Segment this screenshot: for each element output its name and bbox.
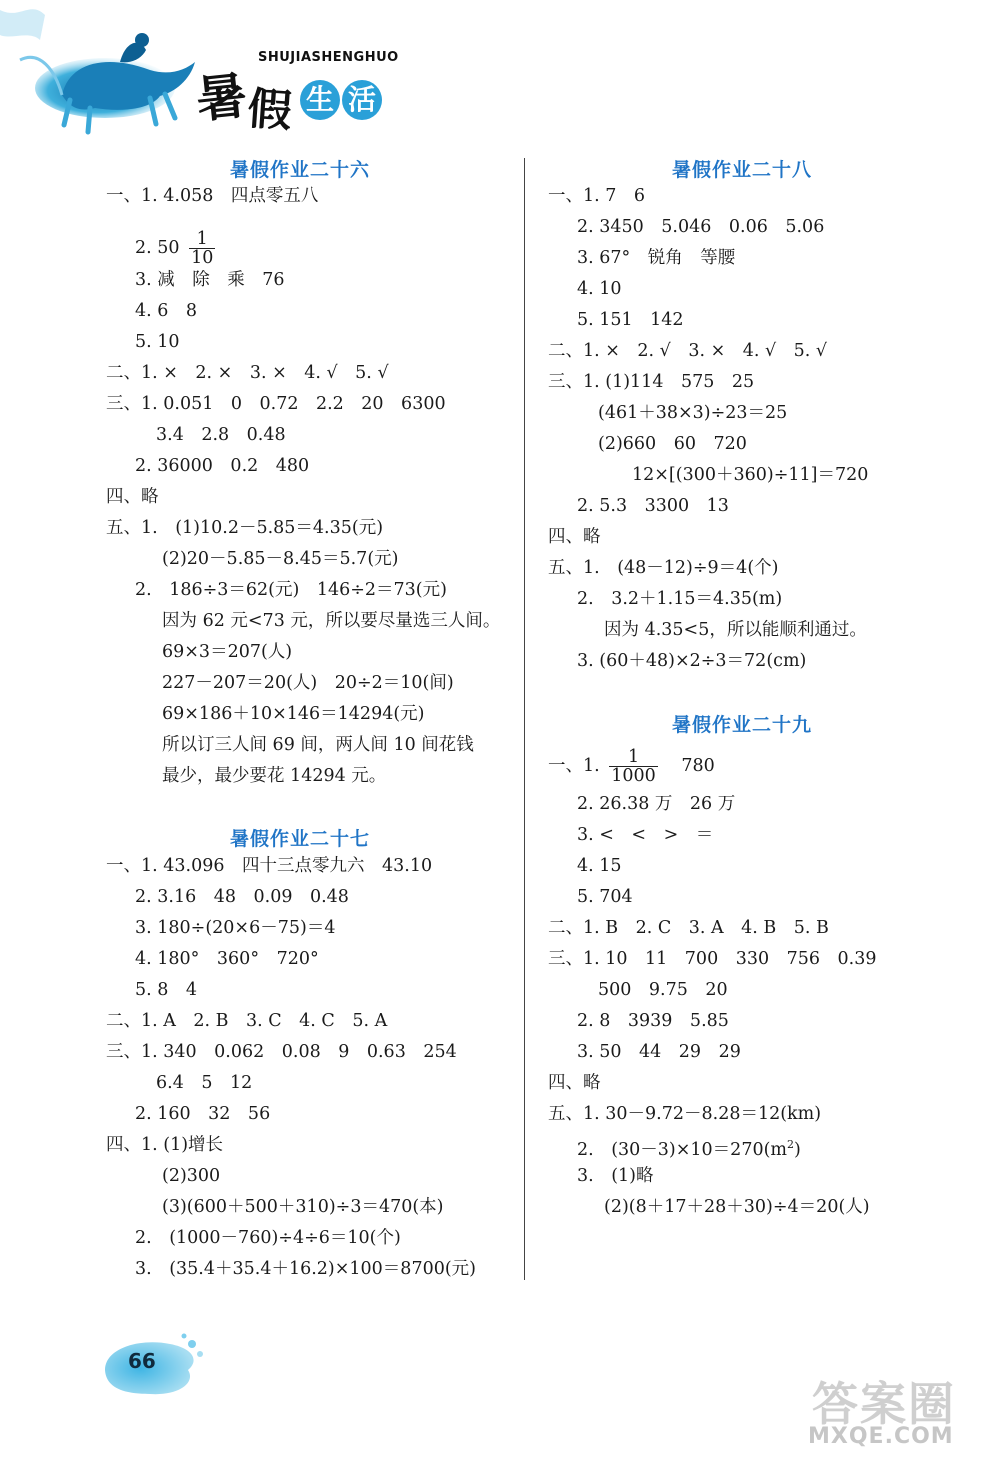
answer-line: 五、1. (1)10.2－5.85＝4.35(元) (106, 518, 384, 538)
answer-line: 4. 15 (577, 856, 622, 876)
answer-line: 69×186＋10×146＝14294(元) (162, 704, 425, 724)
answer-line: 5. 704 (577, 887, 633, 907)
answer-line: 四、略 (548, 527, 601, 547)
answer-line: 四、略 (548, 1073, 601, 1093)
answer-line: 2. 3.16 48 0.09 0.48 (135, 887, 349, 907)
watermark-cn: 答案圈 (812, 1377, 956, 1431)
answer-line: 12×[(300＋360)÷11]＝720 (632, 465, 869, 485)
answer-text: 2. (30－3)×10＝270(m (577, 1139, 788, 1160)
logo-char-shu: 暑 (193, 65, 250, 130)
page-number: 66 (128, 1349, 156, 1373)
answer-line: 4. 180° 360° 720° (135, 949, 319, 969)
answer-line: 三、1. 340 0.062 0.08 9 0.63 254 (106, 1042, 457, 1062)
answer-line: 2. 3.2＋1.15＝4.35(m) (577, 589, 783, 609)
section-title-26: 暑假作业二十六 (230, 159, 371, 181)
answer-line: 因为 4.35<5，所以能顺利通过。 (604, 620, 867, 640)
answer-line: 3. < < > ＝ (577, 825, 714, 845)
answer-line: 三、1. 10 11 700 330 756 0.39 (548, 949, 877, 969)
superscript: 2 (787, 1138, 795, 1151)
answer-line: 2. 36000 0.2 480 (135, 456, 310, 476)
answer-line: 3. 180÷(20×6－75)＝4 (135, 918, 336, 938)
ox-rider-illustration (0, 0, 210, 150)
answer-line: 3. (1)略 (577, 1166, 654, 1186)
section-title-27: 暑假作业二十七 (230, 828, 371, 850)
answer-line: 6.4 5 12 (156, 1073, 253, 1093)
column-divider (524, 158, 525, 1280)
answer-line: 2. 8 3939 5.85 (577, 1011, 729, 1031)
answer-line: (2)660 60 720 (598, 434, 747, 454)
answer-line: (3)(600＋500＋310)÷3＝470(本) (162, 1197, 444, 1217)
answer-line: 四、略 (106, 487, 159, 507)
answer-line (577, 1133, 801, 1162)
answer-line: 二、1. B 2. C 3. A 4. B 5. B (548, 918, 829, 938)
answer-line: 3. (35.4＋35.4＋16.2)×100＝8700(元) (135, 1259, 477, 1279)
answer-line: 2. 26.38 万 26 万 (577, 794, 736, 814)
logo-char-sheng: 生 (300, 80, 340, 120)
answer-line: 最少，最少要花 14294 元。 (162, 766, 387, 786)
fraction-numerator: 1 (189, 230, 215, 249)
answer-line: 3. (60＋48)×2÷3＝72(cm) (577, 651, 807, 671)
answer-line: 5. 10 (135, 332, 180, 352)
answer-line: 二、1. A 2. B 3. C 4. C 5. A (106, 1011, 388, 1031)
answer-line: 2. 3450 5.046 0.06 5.06 (577, 217, 825, 237)
answer-line: 4. 6 8 (135, 301, 198, 321)
answer-line: 2. 160 32 56 (135, 1104, 271, 1124)
fraction-denominator: 1000 (611, 766, 656, 786)
fraction-denominator: 10 (191, 248, 214, 268)
answer-line: 二、1. × 2. √ 3. × 4. √ 5. √ (548, 341, 828, 361)
answer-text: 一、1. (548, 756, 600, 776)
answer-line: 5. 151 142 (577, 310, 684, 330)
answer-line: 一、1. 4.058 四点零五八 (106, 186, 319, 206)
answer-text: ) (794, 1139, 801, 1160)
answer-line: 一、1. 7 6 (548, 186, 646, 206)
answer-line: (461＋38×3)÷23＝25 (598, 403, 788, 423)
answer-line: 所以订三人间 69 间，两人间 10 间花钱 (162, 735, 474, 755)
header-logo (0, 0, 420, 150)
answer-line: 一、1. 43.096 四十三点零九六 43.10 (106, 856, 433, 876)
logo-char-jia: 假 (245, 83, 294, 138)
answer-text: 2. 50 (135, 238, 180, 258)
section-title-29: 暑假作业二十九 (672, 714, 813, 736)
answer-line: (2)(8＋17＋28＋30)÷4＝20(人) (604, 1197, 870, 1217)
answer-line: 69×3＝207(人) (162, 642, 293, 662)
answer-line (548, 748, 715, 785)
answer-line: 3. 67° 锐角 等腰 (577, 248, 736, 268)
answer-text: 780 (681, 756, 715, 776)
answer-line (135, 230, 219, 267)
answer-line: 五、1. (48－12)÷9＝4(个) (548, 558, 779, 578)
answer-line: 3.4 2.8 0.48 (156, 425, 286, 445)
answer-line: 五、1. 30－9.72－8.28＝12(km) (548, 1104, 822, 1124)
answer-line: 3. 减 除 乘 76 (135, 270, 285, 290)
answer-line: 因为 62 元<73 元，所以要尽量选三人间。 (162, 611, 501, 631)
answer-line: 500 9.75 20 (598, 980, 728, 1000)
fraction (189, 230, 215, 267)
answer-line: 4. 10 (577, 279, 622, 299)
answer-line: (2)300 (162, 1166, 221, 1186)
answer-line: 二、1. × 2. × 3. × 4. √ 5. √ (106, 363, 389, 383)
logo-char-huo: 活 (342, 80, 382, 120)
answer-line: 3. 50 44 29 29 (577, 1042, 741, 1062)
logo-pinyin: SHUJIASHENGHUO (258, 50, 399, 65)
section-title-28: 暑假作业二十八 (672, 159, 813, 181)
watermark-en: MXQE.COM (808, 1424, 954, 1449)
answer-line: 三、1. 0.051 0 0.72 2.2 20 6300 (106, 394, 446, 414)
answer-line: 四、1. (1)增长 (106, 1135, 224, 1155)
fraction (609, 748, 658, 785)
watermark (802, 1368, 982, 1448)
answer-line: 2. (1000－760)÷4÷6＝10(个) (135, 1228, 401, 1248)
answer-line: 三、1. (1)114 575 25 (548, 372, 755, 392)
answer-line: 5. 8 4 (135, 980, 198, 1000)
fraction-numerator: 1 (609, 748, 658, 767)
answer-line: 2. 5.3 3300 13 (577, 496, 729, 516)
answer-line: (2)20－5.85－8.45＝5.7(元) (162, 549, 399, 569)
answer-line: 227－207＝20(人) 20÷2＝10(间) (162, 673, 454, 693)
answer-line: 2. 186÷3＝62(元) 146÷2＝73(元) (135, 580, 447, 600)
